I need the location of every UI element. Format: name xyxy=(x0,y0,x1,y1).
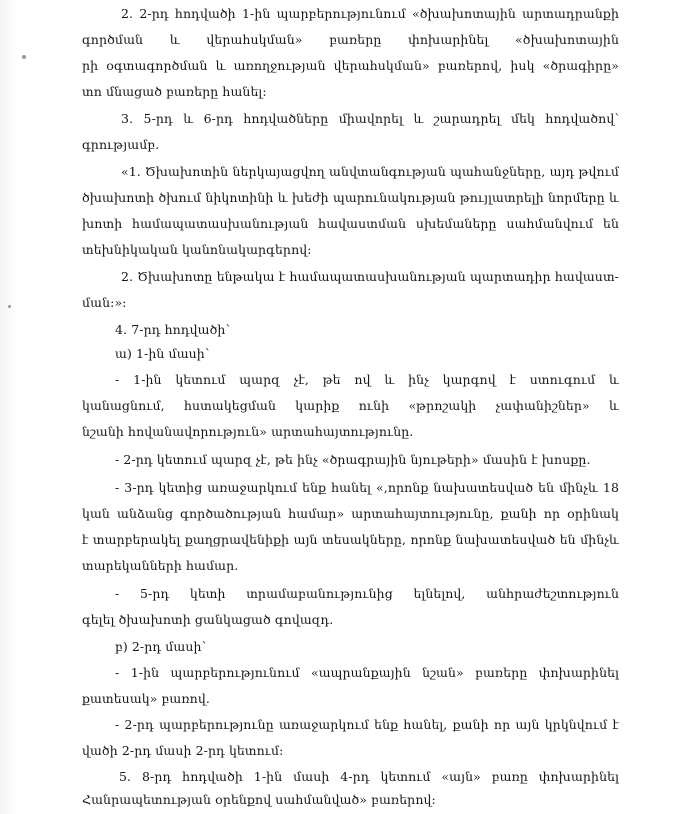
text-line: րի օգտագործման և առողջության վերահսկման» բառերով, իսկ «ծրագիրը» xyxy=(82,58,619,73)
text-line: տարեկանների համար. xyxy=(82,558,239,573)
text-line: «1. Ծխախոտին ներկայացվող անվտանգության պահանջները, այդ թվում xyxy=(121,164,619,179)
text-line: - 1-ին կետում պարզ չէ, թե ով և ինչ կարգով է ստուգում և xyxy=(115,372,619,387)
text-line: 2. 2-րդ հոդվածի 1-ին պարբերությունում «ծխախոտային արտադրանքի xyxy=(121,6,619,21)
text-line: գելել ծխախոտի ցանկացած գովազդ. xyxy=(82,612,334,627)
text-line: 5. 8-րդ հոդվածի 1-ին մասի 4-րդ կետում «այն» բառը փոխարինել xyxy=(119,769,619,784)
text-line: է տարբերակել քաղցրավենիքի այն տեսակները, որոնք նախատեսված են մինչև xyxy=(82,532,619,547)
text-line: բ) 2-րդ մասի՝ xyxy=(115,639,207,654)
text-line: ծխախոտի ծխում նիկոտինի և խեժի պարունակության թույլատրելի նորմերը և xyxy=(82,190,619,205)
text-line: վածի 2-րդ մասի 2-րդ կետում: xyxy=(82,743,284,758)
text-line: - 2-րդ կետում պարզ չէ, թե ինչ «ծրագրային նյութերի» մասին է խոսքը. xyxy=(115,452,591,467)
text-line: կան անձանց գործածության համար» արտահայտությունը, քանի որ օրինակ xyxy=(82,506,619,521)
text-line: 3. 5-րդ և 6-րդ հոդվածները միավորել և շարադրել մեկ հոդվածով՝ xyxy=(121,111,619,126)
text-line: Հանրապետության օրենքով սահմանված» բառերով: xyxy=(82,792,436,807)
text-line: գործման և վերահսկման» բառերը փոխարինել «ծխախոտային xyxy=(82,32,619,47)
text-line: - 2-րդ պարբերությունը առաջարկում ենք հանել, քանի որ այն կրկնվում է xyxy=(115,717,619,732)
text-line: - 5-րդ կետի տրամաբանությունից ելնելով, անհրաժեշտություն xyxy=(115,586,619,601)
text-line: գրությամբ. xyxy=(82,137,160,152)
text-line: կանացնում, հստակեցման կարիք ունի «թրոշակի չափանիշներ» և xyxy=(82,398,619,413)
text-line: ա) 1-ին մասի՝ xyxy=(115,346,210,361)
text-line: տո մնացած բառերը հանել: xyxy=(82,84,267,99)
text-line: տեխնիկական կանոնակարգերով: xyxy=(82,242,312,257)
text-line: - 1-ին պարբերությունում «ապրանքային նշան» բառերը փոխարինել xyxy=(115,665,619,680)
scan-edge-shadow xyxy=(0,0,18,814)
text-line: նշանի հովանավորություն» արտահայտությունը. xyxy=(82,424,414,439)
text-line: 2. Ծխախոտը ենթակա է համապատասխանության պարտադիր հավաստ- xyxy=(121,269,619,284)
text-line: 4. 7-րդ հոդվածի՝ xyxy=(115,322,231,337)
text-line: - 3-րդ կետից առաջարկում ենք հանել «,որոնք նախատեսված են մինչև 18 xyxy=(115,480,619,495)
scan-speck xyxy=(8,305,11,308)
text-line: խոտի համապատասխանության հավաստման սխեմաները սահմանվում են xyxy=(82,216,619,231)
text-line: ման:»: xyxy=(82,295,127,310)
text-line: քատեսակ» բառով. xyxy=(82,691,210,706)
scan-speck xyxy=(22,55,26,59)
